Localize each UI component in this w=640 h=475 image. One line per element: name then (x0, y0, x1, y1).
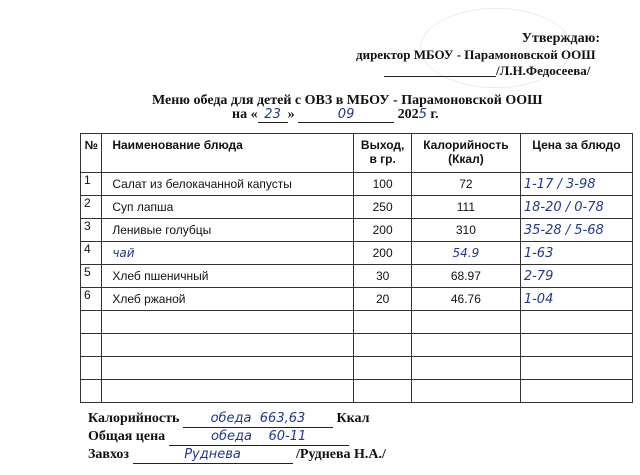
date-mid: » (287, 107, 295, 122)
approve-label: Утверждаю: (521, 31, 600, 46)
row-num: 6 (81, 288, 102, 311)
price-hand-word: обеда (211, 429, 252, 444)
row-num: 2 (81, 196, 102, 219)
col-header-kcal: Калорийность (Ккал) (411, 134, 520, 173)
row-num: 3 (81, 219, 102, 242)
calorie-label: Калорийность (88, 411, 180, 426)
col-header-price: Цена за блюдо (520, 134, 632, 173)
col-header-name: Наименование блюда (102, 134, 354, 173)
row-dish-name: Суп лапша (102, 196, 354, 219)
row-num: 4 (81, 242, 102, 265)
price-value: 60-11 (268, 429, 307, 444)
date-year-prefix: 202 (397, 107, 419, 122)
table-row-empty (81, 357, 633, 380)
row-kcal: 111 (411, 196, 520, 219)
table-row (81, 265, 633, 288)
row-num: 1 (81, 173, 102, 196)
row-output: 20 (354, 288, 412, 311)
approve-name: /Л.Н.Федосеева/ (496, 63, 591, 78)
calorie-unit: Ккал (336, 411, 370, 426)
calorie-value: 663,63 (259, 411, 306, 426)
table-row (81, 242, 633, 265)
storekeeper-name: /Руднева Н.А./ (296, 447, 386, 462)
row-kcal: 68.97 (411, 265, 520, 288)
price-total-line (88, 428, 386, 446)
table-row (81, 288, 633, 311)
storekeeper-signature: Руднева (133, 446, 293, 464)
row-kcal: 54.9 (411, 242, 520, 265)
storekeeper-label: Завхоз (88, 447, 130, 462)
row-output: 250 (354, 196, 412, 219)
table-row (81, 219, 633, 242)
calorie-total-line (88, 410, 386, 428)
storekeeper-line (88, 446, 386, 464)
date-day: 23 (258, 107, 288, 123)
approve-position: директор МБОУ - Парамоновской ООШ (356, 47, 596, 62)
row-kcal: 72 (411, 173, 520, 196)
row-dish-name: Хлеб пшеничный (102, 265, 354, 288)
row-kcal: 46.76 (411, 288, 520, 311)
row-dish-name: Хлеб ржаной (102, 288, 354, 311)
row-price: 1-17 / 3-98 (520, 173, 632, 196)
calorie-hand-word: обеда (210, 411, 252, 426)
row-num: 5 (81, 265, 102, 288)
row-dish-name: Салат из белокачанной капусты (102, 173, 354, 196)
row-output: 200 (354, 242, 412, 265)
row-price: 2-79 (520, 265, 632, 288)
row-price: 18-20 / 0-78 (520, 196, 632, 219)
footer-summary (88, 410, 386, 464)
row-price: 1-04 (520, 288, 632, 311)
row-kcal: 310 (411, 219, 520, 242)
row-dish-name: Ленивые голубцы (102, 219, 354, 242)
date-year-digit: 5 (418, 107, 427, 122)
price-label: Общая цена (88, 429, 166, 444)
table-row-empty (81, 334, 633, 357)
table-header-row (81, 134, 633, 173)
date-year-suffix: г. (426, 107, 439, 122)
table-row-empty (81, 311, 633, 334)
row-output: 200 (354, 219, 412, 242)
page-title: Меню обеда для детей с ОВЗ в МБОУ - Парамоновской ООШ (152, 93, 543, 108)
row-output: 30 (354, 265, 412, 288)
table-row (81, 196, 633, 219)
date-prefix: на « (232, 107, 258, 122)
menu-table (80, 133, 633, 403)
row-output: 100 (354, 173, 412, 196)
row-price: 35-28 / 5-68 (520, 219, 632, 242)
row-price: 1-63 (520, 242, 632, 265)
table-row (81, 173, 633, 196)
director-signature-line (384, 76, 496, 77)
date-month: 09 (298, 107, 394, 123)
col-header-num: № (81, 134, 102, 173)
row-dish-name: чай (102, 242, 354, 265)
menu-date (232, 107, 439, 123)
table-row-empty (81, 380, 633, 403)
col-header-output: Выход, в гр. (354, 134, 412, 173)
